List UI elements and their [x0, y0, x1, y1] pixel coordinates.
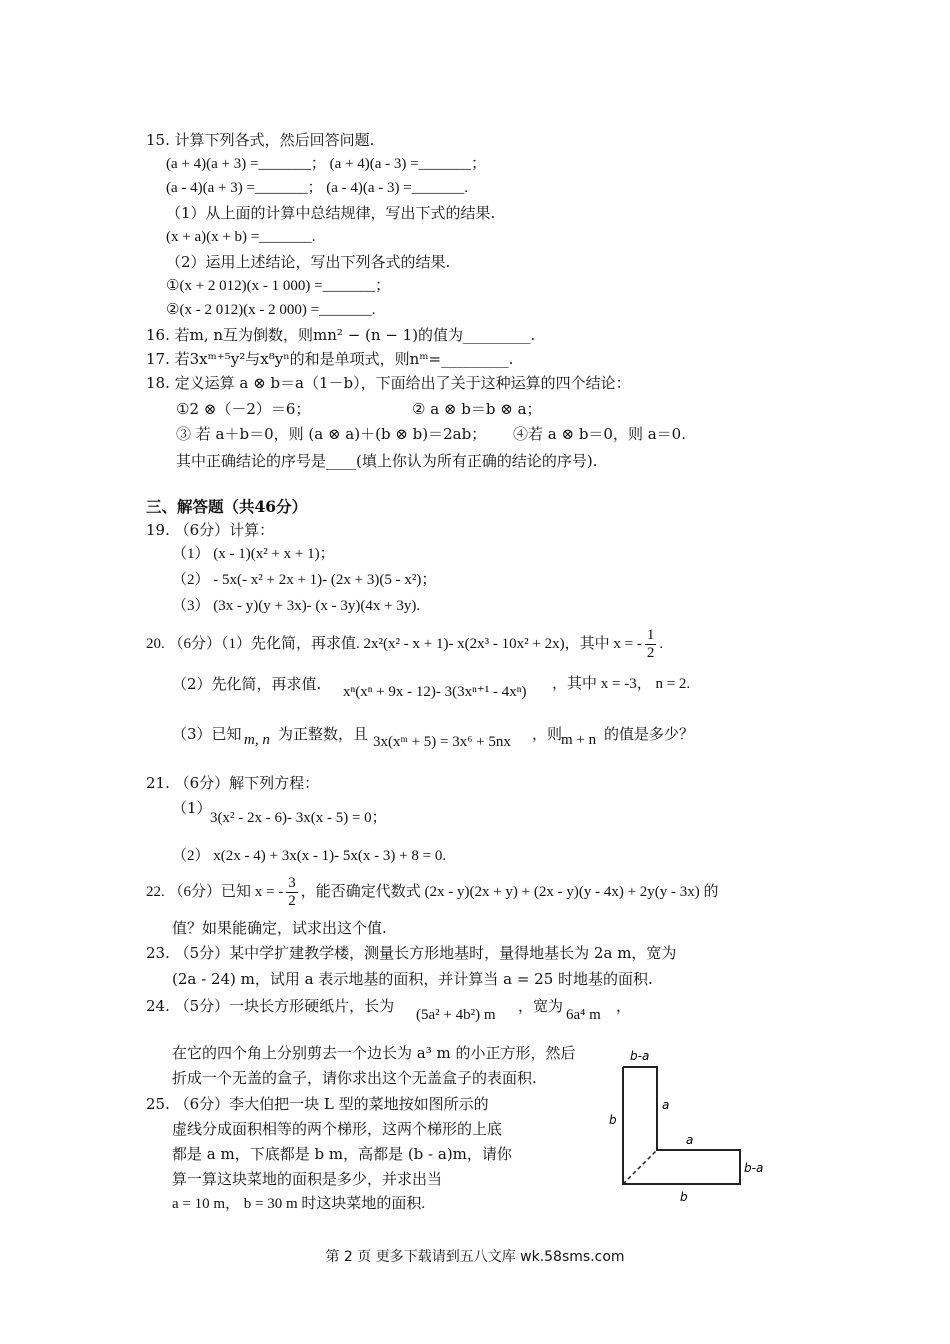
q18-c3: ③ 若 a＋b＝0，则 (a ⊗ a)＋(b ⊗ b)＝2ab； — [176, 425, 487, 443]
q18-c1: ①2 ⊗（－2）＝6； — [176, 400, 311, 418]
q21-s1-label: （1） — [172, 799, 212, 817]
q20-s2-cond: ，其中 x = -3， n = 2. — [552, 676, 691, 692]
q22-text: 22. （6分）已知 x = - — [146, 884, 284, 900]
q15-part1-expr: (x + a)(x + b) =_______. — [166, 229, 316, 245]
fraction — [286, 875, 298, 910]
q20-s2-text: （2）先化简，再求值. — [172, 675, 322, 693]
fraction-denominator: 2 — [646, 645, 655, 662]
q21-stem: 21. （6分）解下列方程： — [146, 774, 320, 792]
q21-s2: （2） x(2x - 4) + 3x(x - 1)- 5x(x - 3) + 8 = 0. — [172, 848, 447, 864]
q23-l1: 23. （5分）某中学扩建教学楼，测量长方形地基时，量得地基长为 2a m，宽为 — [146, 944, 677, 962]
label-bottom: b — [680, 1190, 688, 1204]
q20-s1-text: 20. （6分）（1）先化简，再求值. 2x²(x² - x + 1)- x(2x³ - 10x² + 2x)，其中 x = - — [146, 636, 642, 652]
q24-l1c: ，宽为 — [518, 997, 564, 1015]
label-left: b — [609, 1113, 617, 1127]
q19-stem: 19. （6分）计算： — [146, 521, 275, 539]
q20-s3-a: （3）已知 — [172, 725, 242, 743]
q16: 16. 若m, n互为倒数，则mn² − (n − 1)的值为_________. — [146, 326, 536, 344]
fraction-numerator: 1 — [646, 627, 655, 644]
q25-l2: 虚线分成面积相等的两个梯形，这两个梯形的上底 — [172, 1120, 503, 1138]
q25-l5: a = 10 m， b = 30 m 时这块菜地的面积. — [172, 1196, 426, 1212]
q24-l1d: 6a⁴ m — [566, 1007, 601, 1023]
q25-l1: 25. （6分）李大伯把一块 L 型的菜地按如图所示的 — [146, 1095, 489, 1113]
label-right: b-a — [744, 1161, 764, 1175]
label-inner-vertical: a — [662, 1098, 670, 1112]
q25-l3: 都是 a m，下底都是 b m，高都是 (b - a)m，请你 — [172, 1145, 512, 1163]
q15-part1: （1）从上面的计算中总结规律，写出下式的结果. — [166, 204, 496, 222]
q24-l1b: (5a² + 4b²) m — [416, 1007, 496, 1023]
q20-s1-end: . — [659, 636, 664, 652]
q25-l4: 算一算这块菜地的面积是多少，并求出当 — [172, 1170, 443, 1188]
q24-l1a: 24. （5分）一块长方形硬纸片，长为 — [146, 997, 395, 1015]
q23-l2: (2a - 24) m，试用 a 表示地基的面积，并计算当 a = 25 时地基的面积. — [172, 970, 653, 988]
q20-s3-b: m, n — [244, 732, 270, 748]
q15-part2: （2）运用上述结论，写出下列各式的结果. — [166, 253, 451, 271]
q24-l1e: ， — [616, 997, 632, 1015]
page-footer: 第 2 页 更多下载请到五八文库 wk.58sms.com — [325, 1249, 625, 1265]
q19-s1: （1） (x - 1)(x² + x + 1)； — [172, 546, 335, 562]
q15-part2-a: ①(x + 2 012)(x - 1 000) =_______； — [166, 278, 391, 294]
fraction — [645, 627, 657, 662]
q15-stem: 15. 计算下列各式，然后回答问题. — [146, 131, 375, 149]
q22-text-end: ，能否确定代数式 (2x - y)(2x + y) + (2x - y)(y - 4x) + 2y(y - 3x) 的 — [300, 884, 719, 900]
q15-row2: (a - 4)(a + 3) =_______； (a - 4)(a - 3) =_______. — [166, 180, 468, 196]
q24-l3: 折成一个无盖的盒子，请你求出这个无盖盒子的表面积. — [172, 1069, 537, 1087]
dashed-divider — [623, 1150, 657, 1184]
l-shape-figure — [602, 1044, 782, 1214]
q18-c4: ④若 a ⊗ b＝0，则 a＝0. — [513, 425, 686, 443]
q20-s3-d: 3x(xᵐ + 5) = 3x⁶ + 5nx — [373, 734, 511, 750]
q19-s2: （2） - 5x(- x² + 2x + 1)- (2x + 3)(5 - x²)； — [172, 572, 437, 588]
q15-part2-b: ②(x - 2 012)(x - 2 000) =_______. — [166, 302, 376, 318]
q15-row1: (a + 4)(a + 3) =_______； (a + 4)(a - 3) =_______； — [166, 156, 487, 172]
q18-c2: ② a ⊗ b＝b ⊗ a； — [412, 400, 542, 418]
label-inner-horizontal: a — [686, 1133, 694, 1147]
label-top: b-a — [630, 1049, 650, 1063]
q20-s3-f: m + n — [561, 732, 597, 748]
q22-l2: 值？如果能确定，试求出这个值. — [172, 919, 387, 937]
q17: 17. 若3xᵐ⁺⁵y²与x⁸yⁿ的和是单项式，则nᵐ=_________. — [146, 350, 514, 368]
q24-l2: 在它的四个角上分别剪去一个边长为 a³ m 的小正方形，然后 — [172, 1044, 576, 1062]
q20-s3-c: 为正整数，且 — [278, 725, 369, 743]
q21-s1-expr: 3(x² - 2x - 6)- 3x(x - 5) = 0； — [210, 810, 387, 826]
q19-s3: （3） (3x - y)(y + 3x)- (x - 3y)(4x + 3y). — [172, 598, 421, 614]
q20-s2-expr: xⁿ(xⁿ + 9x - 12)- 3(3xⁿ⁺¹ - 4xⁿ) — [343, 684, 527, 700]
q20-s3-g: 的值是多少？ — [604, 725, 695, 743]
fraction-denominator: 2 — [288, 893, 296, 910]
q20-s1 — [146, 624, 663, 664]
q18-ask: 其中正确结论的序号是____(填上你认为所有正确的结论的序号). — [176, 452, 598, 470]
q20-s3-e: ，则 — [532, 725, 563, 743]
q18-stem: 18. 定义运算 a ⊗ b＝a（1－b），下面给出了关于这种运算的四个结论： — [146, 374, 631, 392]
section-heading: 三、解答题（共46分） — [146, 497, 308, 516]
q22-l1 — [146, 872, 719, 912]
fraction-numerator: 3 — [288, 875, 296, 892]
